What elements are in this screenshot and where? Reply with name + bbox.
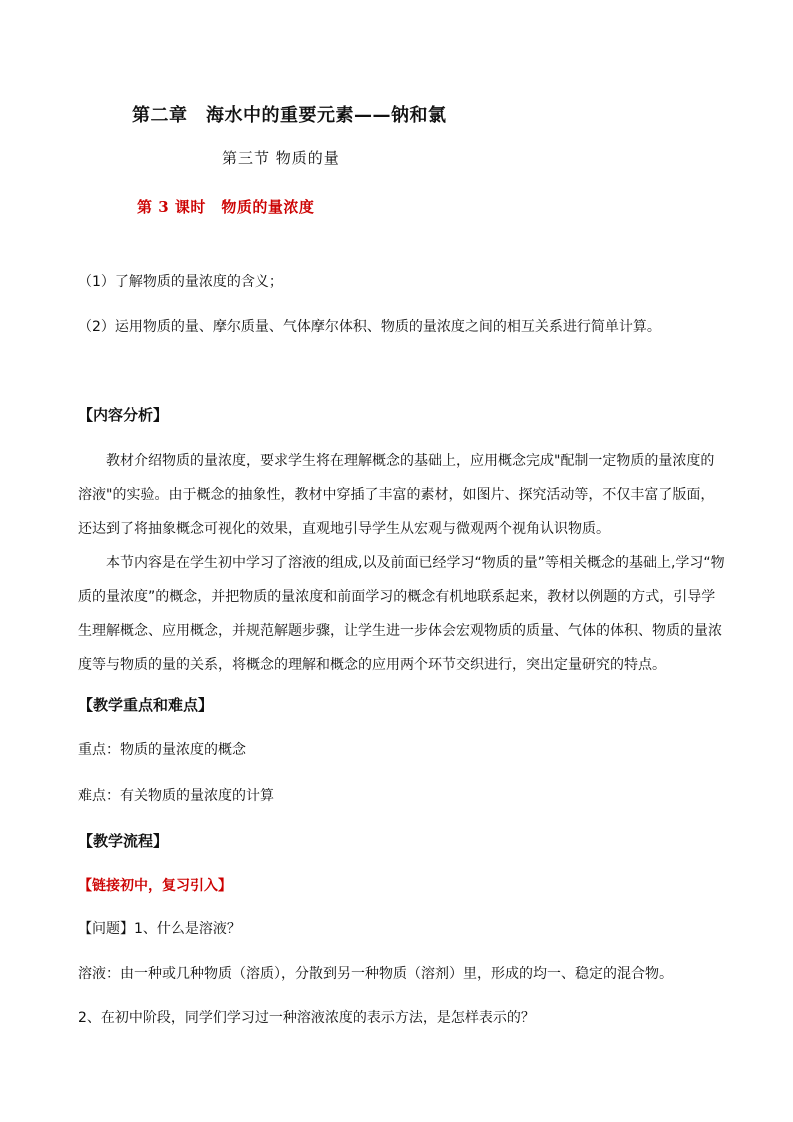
chapter-title: 第二章 海水中的重要元素——钠和氯 xyxy=(132,105,447,126)
key-point-difficulty: 难点：有关物质的量浓度的计算 xyxy=(78,788,274,804)
key-points-heading: 【教学重点和难点】 xyxy=(78,696,214,714)
objective-2: （2）运用物质的量、摩尔质量、气体摩尔体积、物质的量浓度之间的相互关系进行简单计算。 xyxy=(78,319,661,335)
section-title: 第三节 物质的量 xyxy=(222,149,340,167)
teaching-process-subheading: 【链接初中，复习引入】 xyxy=(78,878,232,894)
key-point-focus: 重点：物质的量浓度的概念 xyxy=(78,742,246,758)
question-1: 【问题】1、什么是溶液？ xyxy=(78,921,241,937)
question-2: 2、在初中阶段，同学们学习过一种溶液浓度的表示方法，是怎样表示的？ xyxy=(78,1010,535,1026)
content-analysis-paragraph-2: 本节内容是在学生初中学习了溶液的组成,以及前面已经学习“物质的量”等相关概念的基础上,学习“物质的量浓度”的概念，并把物质的量浓度和前面学习的概念有机地联系起来，教材以例题的方式，引导学生理解概念、应用概念，并规范解题步骤，让学生进一步体会宏观物质的质量、气体的体积、物质的量浓度等与物质的量的关系，将概念的理解和概念的应用两个环节交织进行，突出定量研究的特点。 xyxy=(78,555,725,673)
lesson-title: 第 3 课时 物质的量浓度 xyxy=(137,198,315,216)
teaching-process-heading: 【教学流程】 xyxy=(78,832,169,850)
content-analysis-paragraph-1: 教材介绍物质的量浓度，要求学生将在理解概念的基础上，应用概念完成"配制一定物质的量浓度的溶液"的实验。由于概念的抽象性，教材中穿插了丰富的素材，如图片、探究活动等，不仅丰富了版面，还达到了将抽象概念可视化的效果，直观地引导学生从宏观与微观两个视角认识物质。 xyxy=(78,453,715,537)
content-analysis-heading: 【内容分析】 xyxy=(78,406,169,424)
answer-1: 溶液：由一种或几种物质（溶质），分散到另一种物质（溶剂）里，形成的均一、稳定的混合物。 xyxy=(78,966,673,982)
objective-1: （1）了解物质的量浓度的含义； xyxy=(78,274,283,290)
